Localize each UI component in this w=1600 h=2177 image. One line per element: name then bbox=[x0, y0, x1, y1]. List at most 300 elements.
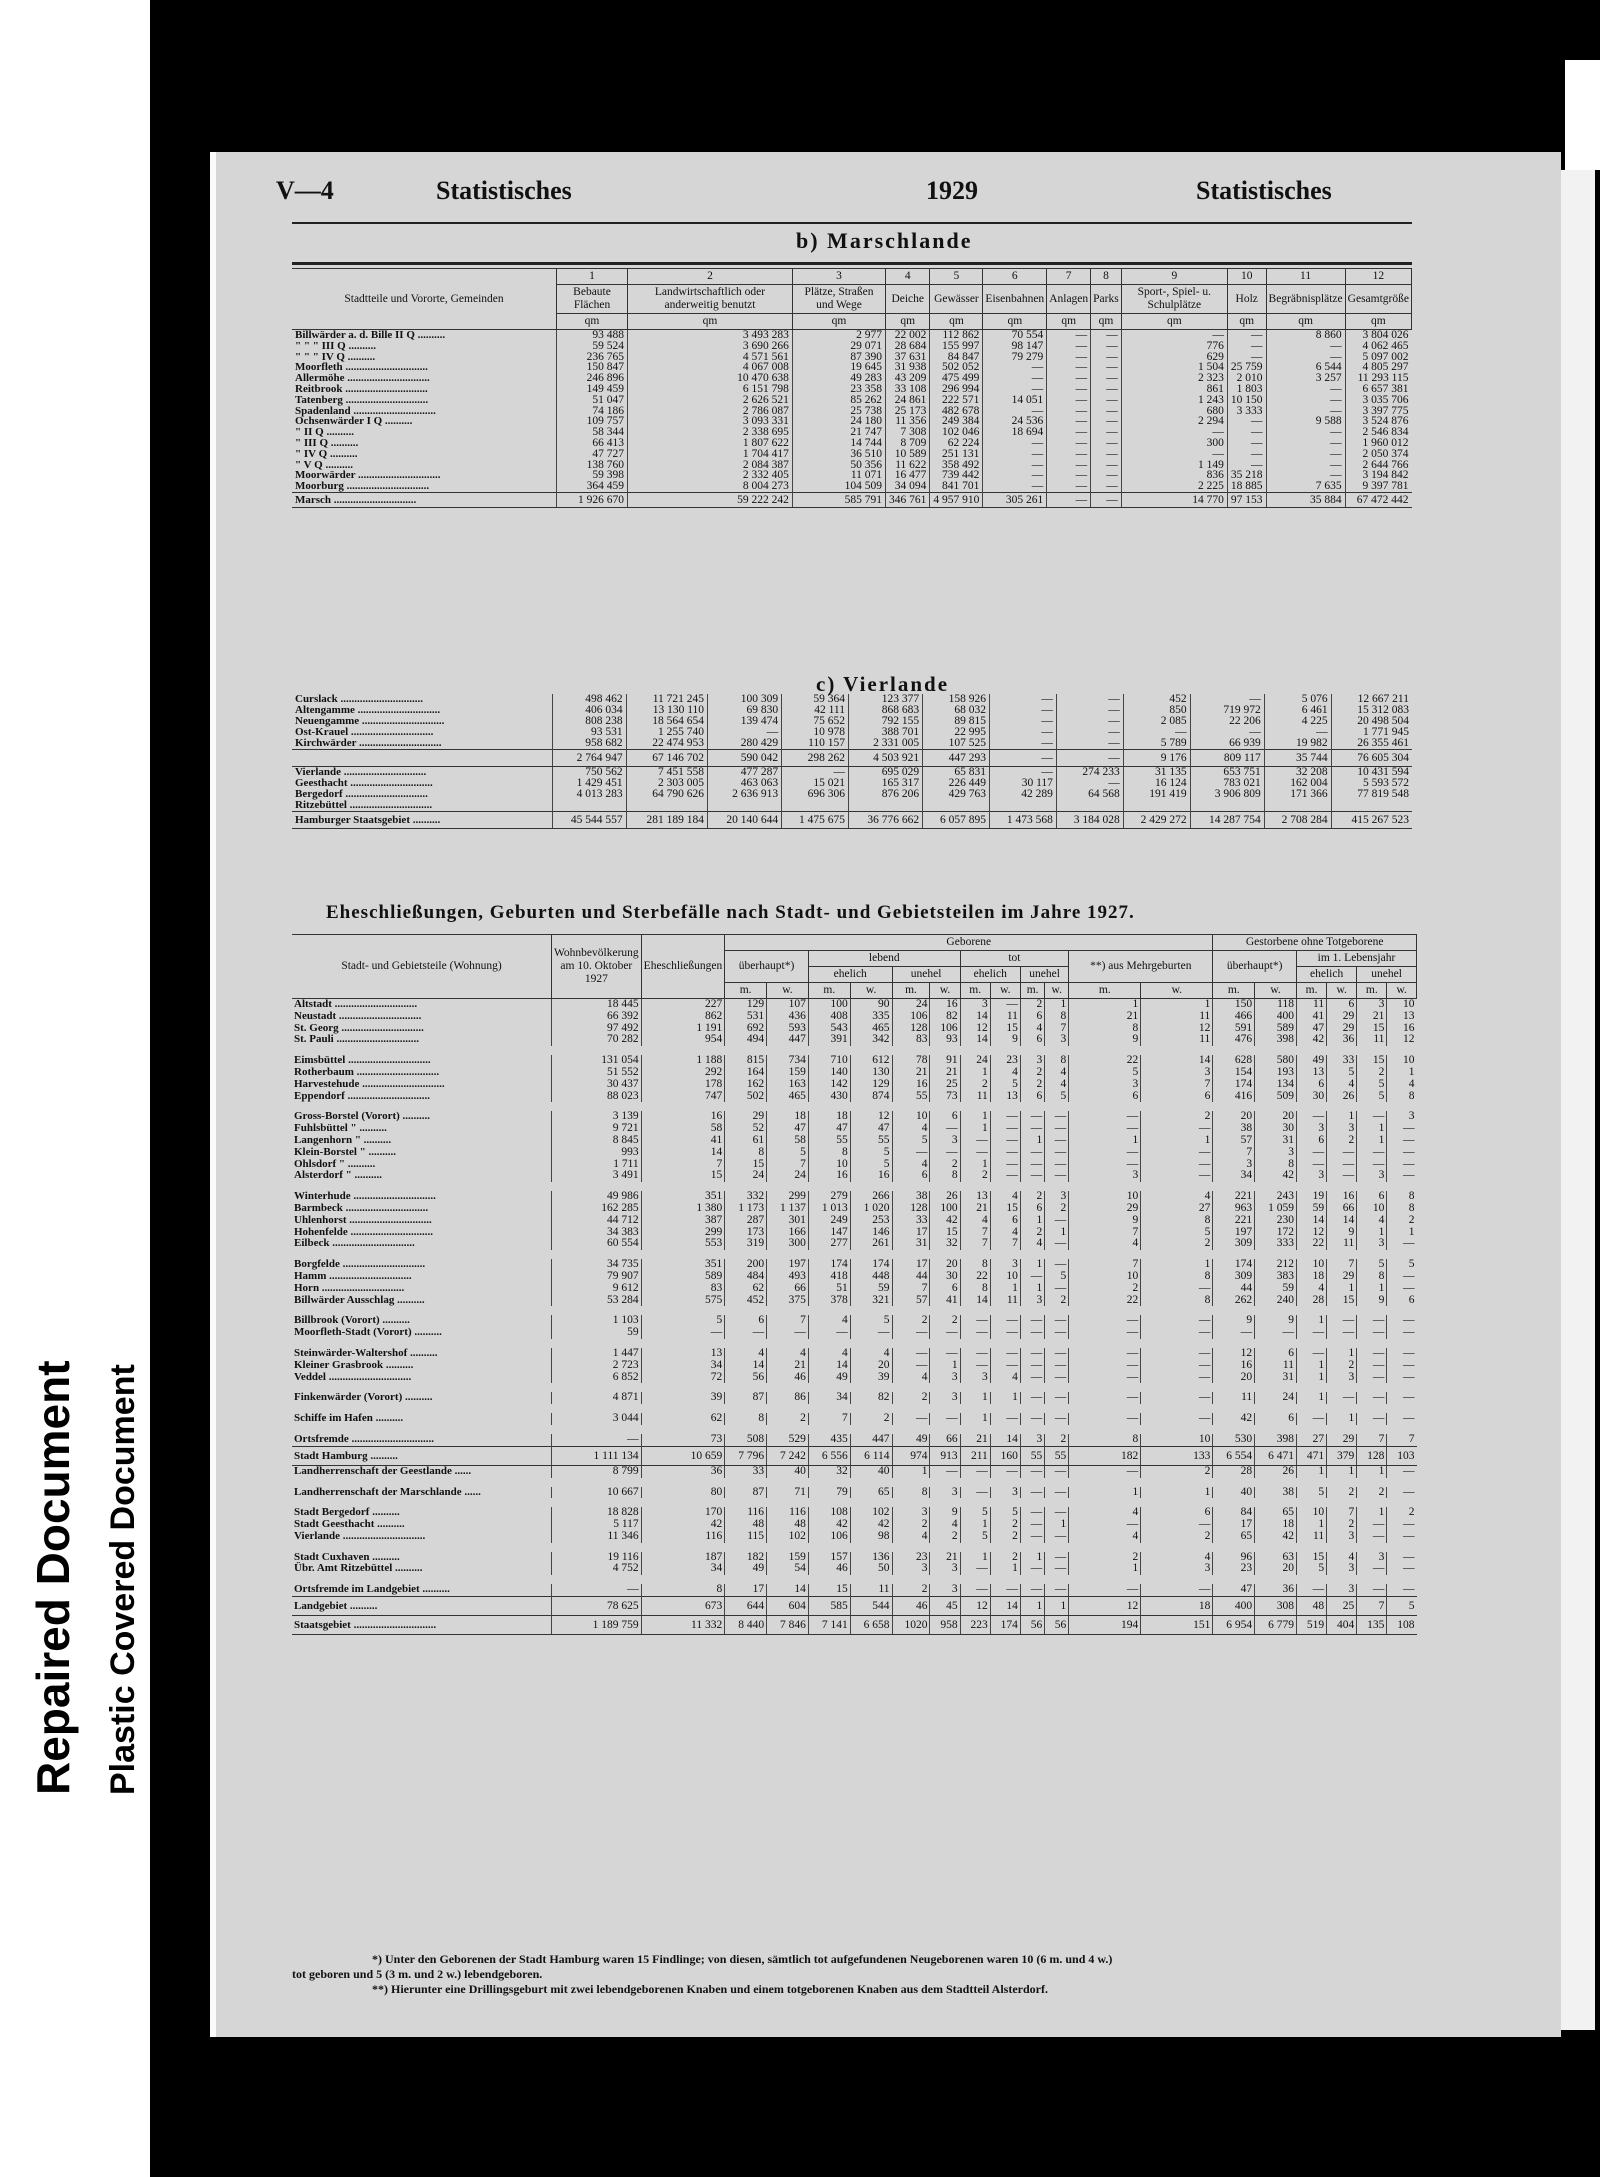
cell-value: 93 531 bbox=[552, 727, 626, 738]
cell-value: 465 bbox=[767, 1091, 809, 1103]
row-label: Landherrenschaft der Geestlande ...... bbox=[294, 1464, 472, 1477]
cell-value: 5 bbox=[850, 1315, 892, 1327]
cell-value: 30 bbox=[1255, 1123, 1297, 1135]
sum-value: 7 846 bbox=[767, 1616, 809, 1635]
cell-value: 47 bbox=[1213, 1584, 1255, 1596]
col-unit: qm bbox=[886, 314, 930, 330]
sum-value: 6 554 bbox=[1213, 1446, 1255, 1465]
cell-value: 9 612 bbox=[552, 1283, 642, 1295]
cell-value: 1 bbox=[1020, 1259, 1044, 1271]
cell-value: — bbox=[1045, 1413, 1069, 1425]
cell-value: 100 bbox=[930, 1203, 960, 1215]
cell-value: 66 939 bbox=[1190, 738, 1264, 750]
cell-value: 8 bbox=[725, 1413, 767, 1425]
sum-value: 404 bbox=[1327, 1616, 1357, 1635]
cell-value: 4 bbox=[1357, 1215, 1387, 1227]
sum-value: 379 bbox=[1327, 1446, 1357, 1465]
sum-value: 174 bbox=[990, 1616, 1020, 1635]
sex-header: w. bbox=[850, 983, 892, 999]
cell-value: 138 760 bbox=[557, 460, 628, 471]
cell-value: 6 461 bbox=[1264, 705, 1331, 716]
cell-value: 12 667 211 bbox=[1331, 694, 1412, 705]
cell-value: 46 bbox=[808, 1563, 850, 1575]
cell-value: 11 bbox=[1327, 1238, 1357, 1250]
cell-value: 1 bbox=[1357, 1507, 1387, 1519]
cell-value: 74 186 bbox=[557, 406, 628, 417]
cell-value: — bbox=[1387, 1327, 1417, 1339]
cell-value: 465 bbox=[850, 1023, 892, 1035]
cell-value: 710 bbox=[808, 1055, 850, 1067]
cell-value: 16 124 bbox=[1123, 778, 1190, 789]
sex-header: m. bbox=[892, 983, 930, 999]
cell-value: 2 bbox=[1045, 1434, 1069, 1446]
cell-value: 3 906 809 bbox=[1190, 789, 1264, 800]
cell-value: 90 bbox=[850, 999, 892, 1011]
cell-value: 21 bbox=[930, 1552, 960, 1564]
cell-value: 2 bbox=[1141, 1238, 1213, 1250]
cell-value: 6 bbox=[990, 1215, 1020, 1227]
table-row bbox=[292, 1487, 1417, 1499]
cell-value: 4 bbox=[892, 1531, 930, 1543]
cell-value: 2 bbox=[930, 1159, 960, 1171]
cell-value: — bbox=[1045, 1531, 1069, 1543]
cell-value: 8 bbox=[1069, 1434, 1141, 1446]
cell-value: 19 645 bbox=[792, 362, 885, 373]
sum-value: 11 332 bbox=[641, 1616, 725, 1635]
cell-value: — bbox=[1121, 427, 1227, 438]
cell-value: 10 150 bbox=[1227, 395, 1266, 406]
cell-value: 1 bbox=[1357, 1135, 1387, 1147]
cell-value: 9 bbox=[1255, 1315, 1297, 1327]
cell-value: 591 bbox=[1213, 1023, 1255, 1035]
cell-value: 49 bbox=[808, 1372, 850, 1384]
cell-value: 10 bbox=[808, 1159, 850, 1171]
cell-value bbox=[1331, 800, 1412, 812]
cell-value: — bbox=[1020, 1519, 1044, 1531]
cell-value: 10 bbox=[990, 1271, 1020, 1283]
cell-value: — bbox=[1045, 1507, 1069, 1519]
sum-value: 6 954 bbox=[1213, 1616, 1255, 1635]
cell-value: 106 bbox=[930, 1023, 960, 1035]
cell-value: — bbox=[1387, 1238, 1417, 1250]
cell-value: 16 bbox=[1213, 1360, 1255, 1372]
cell-value: 4 bbox=[1069, 1238, 1141, 1250]
cell-value: — bbox=[1056, 778, 1123, 789]
cell-value: 11 bbox=[1296, 1531, 1326, 1543]
cell-value: 47 bbox=[1296, 1023, 1326, 1035]
cell-value: 8 bbox=[1069, 1023, 1141, 1035]
cell-value: 963 bbox=[1213, 1203, 1255, 1215]
cell-value: 1 bbox=[1387, 1067, 1417, 1079]
sum-value: 471 bbox=[1296, 1446, 1326, 1465]
cell-value: 8 bbox=[641, 1584, 725, 1596]
cell-value: — bbox=[1091, 362, 1122, 373]
cell-value: 815 bbox=[725, 1055, 767, 1067]
cell-value: — bbox=[1227, 438, 1266, 449]
cell-value: 16 477 bbox=[886, 470, 930, 481]
col-header: Gewässer bbox=[930, 285, 983, 314]
cell-value: — bbox=[1045, 1487, 1069, 1499]
cell-value: 163 bbox=[767, 1079, 809, 1091]
cell-value: — bbox=[1045, 1135, 1069, 1147]
sum-value: 45 bbox=[930, 1597, 960, 1616]
cell-value: 42 bbox=[1255, 1531, 1297, 1543]
cell-value: 383 bbox=[1255, 1271, 1297, 1283]
sum-value: 14 bbox=[990, 1597, 1020, 1616]
cell-value: — bbox=[1141, 1348, 1213, 1360]
cell-value: 23 bbox=[1213, 1563, 1255, 1575]
cell-value: 416 bbox=[1213, 1091, 1255, 1103]
cell-value: 25 173 bbox=[886, 406, 930, 417]
cell-value: 88 023 bbox=[552, 1091, 642, 1103]
sum-value: 56 bbox=[1020, 1616, 1044, 1635]
cell-value: 1 bbox=[1141, 1135, 1213, 1147]
cell-value: — bbox=[1141, 1159, 1213, 1171]
sum-value: 809 117 bbox=[1190, 750, 1264, 767]
vierlande-table bbox=[292, 694, 1412, 829]
cell-value: 130 bbox=[850, 1067, 892, 1079]
cell-value: 73 bbox=[641, 1434, 725, 1446]
sum-value: 56 bbox=[1045, 1616, 1069, 1635]
cell-value: 958 682 bbox=[552, 738, 626, 750]
cell-value: — bbox=[1045, 1215, 1069, 1227]
col-number: 4 bbox=[886, 269, 930, 285]
cell-value: 1 bbox=[990, 1563, 1020, 1575]
cell-value: 2 636 913 bbox=[708, 789, 782, 800]
cell-value: 59 524 bbox=[557, 341, 628, 352]
cell-value bbox=[923, 800, 990, 812]
cell-value: 6 bbox=[1255, 1348, 1297, 1360]
cell-value: — bbox=[1047, 395, 1091, 406]
sum-value: 108 bbox=[1387, 1616, 1417, 1635]
cell-value: — bbox=[1387, 1372, 1417, 1384]
cell-value: — bbox=[1056, 694, 1123, 705]
row-label: Eimsbüttel .............................. bbox=[294, 1054, 431, 1067]
table-row bbox=[292, 1327, 1417, 1339]
sum-value: 1 475 675 bbox=[782, 812, 849, 829]
cell-value: 18 564 654 bbox=[626, 716, 707, 727]
cell-value: 10 bbox=[1387, 999, 1417, 1011]
cell-value: 34 bbox=[808, 1392, 850, 1404]
cell-value: 38 bbox=[892, 1191, 930, 1203]
cell-value bbox=[849, 800, 923, 812]
cell-value: 65 bbox=[1213, 1531, 1255, 1543]
cell-value: — bbox=[1357, 1111, 1387, 1123]
row-label: Ortsfremde im Landgebiet .......... bbox=[294, 1583, 450, 1596]
cell-value: 13 bbox=[641, 1348, 725, 1360]
cell-value: 3 bbox=[930, 1563, 960, 1575]
cell-value: 2 723 bbox=[552, 1360, 642, 1372]
cell-value: 22 bbox=[1069, 1055, 1141, 1067]
cell-value: 1 bbox=[960, 1111, 990, 1123]
table-row bbox=[292, 449, 1412, 460]
cell-value: 30 437 bbox=[552, 1079, 642, 1091]
sex-header: m. bbox=[1357, 983, 1387, 999]
row-label: Alsterdorf " .......... bbox=[294, 1169, 382, 1182]
cell-value: 87 bbox=[725, 1487, 767, 1499]
cell-value: 21 bbox=[1069, 1011, 1141, 1023]
cell-value: 484 bbox=[725, 1271, 767, 1283]
cell-value: 15 bbox=[990, 1023, 1020, 1035]
cell-value: 19 116 bbox=[552, 1552, 642, 1564]
row-label: Moorwärder .............................. bbox=[295, 469, 441, 482]
cell-value: 77 819 548 bbox=[1331, 789, 1412, 800]
cell-value: 6 bbox=[1020, 1091, 1044, 1103]
cell-value bbox=[782, 800, 849, 812]
cell-value: 1 243 bbox=[1121, 395, 1227, 406]
cell-value: 54 bbox=[767, 1563, 809, 1575]
col-number: 9 bbox=[1121, 269, 1227, 285]
cell-value: 5 097 002 bbox=[1345, 352, 1411, 363]
cell-value: — bbox=[892, 1327, 930, 1339]
cell-value: 8 bbox=[1045, 1055, 1069, 1067]
cell-value: 10 589 bbox=[886, 449, 930, 460]
cell-value: 3 bbox=[1327, 1123, 1357, 1135]
cell-value: 246 896 bbox=[557, 373, 628, 384]
cell-value: 178 bbox=[641, 1079, 725, 1091]
cell-value: — bbox=[1296, 1327, 1326, 1339]
cell-value: — bbox=[1045, 1259, 1069, 1271]
row-label: Finkenwärder (Vorort) .......... bbox=[294, 1391, 433, 1404]
cell-value: 1 504 bbox=[1121, 362, 1227, 373]
cell-value: — bbox=[1069, 1584, 1141, 1596]
table-row bbox=[292, 1091, 1417, 1103]
cell-value: 1 173 bbox=[725, 1203, 767, 1215]
vital-stats-table bbox=[292, 934, 1417, 1635]
sum-value: 6 658 bbox=[850, 1616, 892, 1635]
cell-value: 40 bbox=[1213, 1487, 1255, 1499]
cell-value: — bbox=[1045, 1170, 1069, 1182]
cell-value: 66 413 bbox=[557, 438, 628, 449]
cell-value: 3 bbox=[960, 999, 990, 1011]
cell-value: 26 355 461 bbox=[1331, 738, 1412, 750]
sex-header: w. bbox=[1045, 983, 1069, 999]
row-label: " III Q .......... bbox=[295, 436, 359, 449]
cell-value: 1 bbox=[1296, 1360, 1326, 1372]
cell-value: 23 358 bbox=[792, 384, 885, 395]
cell-value: 2 050 374 bbox=[1345, 449, 1411, 460]
cell-value: — bbox=[1045, 1327, 1069, 1339]
cell-value: 1 447 bbox=[552, 1348, 642, 1360]
cell-value: 452 bbox=[725, 1295, 767, 1307]
cell-value: 292 bbox=[641, 1067, 725, 1079]
cell-value: 4 bbox=[1020, 1238, 1044, 1250]
cell-value: 6 bbox=[892, 1170, 930, 1182]
cell-value: — bbox=[990, 767, 1057, 779]
sum-value: 604 bbox=[767, 1597, 809, 1616]
cell-value: 41 bbox=[641, 1135, 725, 1147]
cell-value: 16 bbox=[1327, 1191, 1357, 1203]
vital-row-header: Stadt- und Gebietsteile (Wohnung) bbox=[292, 935, 552, 999]
cell-value: 13 bbox=[1387, 1011, 1417, 1023]
cell-value: 158 926 bbox=[923, 694, 990, 705]
cell-value: — bbox=[983, 481, 1047, 492]
cell-value: — bbox=[990, 1327, 1020, 1339]
table-row bbox=[292, 1348, 1417, 1360]
cell-value: 6 bbox=[1020, 1203, 1044, 1215]
col-number: 7 bbox=[1047, 269, 1091, 285]
cell-value: 112 862 bbox=[930, 330, 983, 341]
cell-value: 3 bbox=[1296, 1123, 1326, 1135]
cell-value: 47 727 bbox=[557, 449, 628, 460]
cell-value: — bbox=[1327, 1147, 1357, 1159]
cell-value: 8 bbox=[1141, 1215, 1213, 1227]
cell-value: 351 bbox=[641, 1191, 725, 1203]
sum-value: 6 471 bbox=[1255, 1446, 1297, 1465]
cell-value: 24 861 bbox=[886, 395, 930, 406]
sum-value: 3 184 028 bbox=[1056, 812, 1123, 829]
cell-value: 66 bbox=[767, 1283, 809, 1295]
cell-value: 62 bbox=[641, 1413, 725, 1425]
cell-value: 102 bbox=[767, 1531, 809, 1543]
cell-value: 50 bbox=[850, 1563, 892, 1575]
cell-value: — bbox=[983, 406, 1047, 417]
sum-value: 305 261 bbox=[983, 492, 1047, 507]
cell-value: — bbox=[1387, 1392, 1417, 1404]
cell-value: — bbox=[930, 1147, 960, 1159]
cell-value: 12 bbox=[1213, 1348, 1255, 1360]
cell-value: 1 020 bbox=[850, 1203, 892, 1215]
col-header: Anlagen bbox=[1047, 285, 1091, 314]
cell-value bbox=[1264, 800, 1331, 812]
sum-label: Staatsgebiet .............................. bbox=[292, 1616, 552, 1635]
cell-value: — bbox=[1069, 1360, 1141, 1372]
cell-value: 249 bbox=[808, 1215, 850, 1227]
cell-value: — bbox=[1020, 1123, 1044, 1135]
cell-value: — bbox=[1091, 427, 1122, 438]
cell-value: 159 bbox=[767, 1552, 809, 1564]
cell-value: 14 744 bbox=[792, 438, 885, 449]
cell-value: 15 021 bbox=[782, 778, 849, 789]
cell-value: 739 442 bbox=[930, 470, 983, 481]
cell-value: 171 366 bbox=[1264, 789, 1331, 800]
cell-value: 300 bbox=[1121, 438, 1227, 449]
cell-value: 593 bbox=[767, 1023, 809, 1035]
cell-value: 79 907 bbox=[552, 1271, 642, 1283]
cell-value: 2 bbox=[1020, 1191, 1044, 1203]
cell-value: 8 bbox=[1141, 1295, 1213, 1307]
cell-value: 993 bbox=[552, 1147, 642, 1159]
col-header: Landwirtschaftlich oder anderweitig benutzt bbox=[628, 285, 793, 314]
cell-value: — bbox=[1045, 1465, 1069, 1477]
cell-value: 37 631 bbox=[886, 352, 930, 363]
cell-value: 72 bbox=[641, 1372, 725, 1384]
cell-value: 3 035 706 bbox=[1345, 395, 1411, 406]
sum-value: 2 764 947 bbox=[552, 750, 626, 767]
cell-value: 11 bbox=[1296, 999, 1326, 1011]
cell-value: 9 bbox=[1357, 1295, 1387, 1307]
cell-value: 116 bbox=[725, 1507, 767, 1519]
cell-value: 3 257 bbox=[1266, 373, 1345, 384]
cell-value: — bbox=[1069, 1348, 1141, 1360]
page-number: V—4 bbox=[276, 176, 334, 205]
cell-value: 1 bbox=[1387, 1227, 1417, 1239]
row-label: Eilbeck .............................. bbox=[294, 1237, 415, 1250]
cell-value: 734 bbox=[767, 1055, 809, 1067]
cell-value: — bbox=[1047, 427, 1091, 438]
cell-value: 1 188 bbox=[641, 1055, 725, 1067]
cell-value: 9 bbox=[1069, 1034, 1141, 1046]
table-row bbox=[292, 1283, 1417, 1295]
cell-value: 24 bbox=[1255, 1392, 1297, 1404]
sum-value: 1 bbox=[1045, 1597, 1069, 1616]
section-b-rule bbox=[292, 262, 1412, 265]
sum-value: 8 440 bbox=[725, 1616, 767, 1635]
cell-value: 87 bbox=[725, 1392, 767, 1404]
cell-value: 862 bbox=[641, 1011, 725, 1023]
cell-value: — bbox=[1327, 1159, 1357, 1171]
cell-value: 3 bbox=[930, 1487, 960, 1499]
cell-value: 42 bbox=[1296, 1034, 1326, 1046]
cell-value: 5 bbox=[641, 1315, 725, 1327]
cell-value: 106 bbox=[892, 1011, 930, 1023]
left-margin bbox=[0, 0, 150, 2177]
row-label: Tatenberg .............................. bbox=[295, 393, 429, 406]
cell-value: 4 bbox=[850, 1348, 892, 1360]
cell-value: 31 938 bbox=[886, 362, 930, 373]
cell-value: 553 bbox=[641, 1238, 725, 1250]
table-row bbox=[292, 481, 1412, 492]
cell-value bbox=[990, 800, 1057, 812]
sum-value: 76 605 304 bbox=[1331, 750, 1412, 767]
cell-value: — bbox=[1056, 705, 1123, 716]
cell-value: 2 bbox=[1069, 1283, 1141, 1295]
cell-value: 6 bbox=[1296, 1079, 1326, 1091]
cell-value: 55 bbox=[892, 1091, 930, 1103]
cell-value: 2 bbox=[892, 1584, 930, 1596]
cell-value: — bbox=[990, 1465, 1020, 1477]
cell-value: 200 bbox=[725, 1259, 767, 1271]
cell-value: 8 bbox=[1387, 1091, 1417, 1103]
footnote-1: *) Unter den Geborenen der Stadt Hamburg waren 15 Findlinge; von diesen, sämtlich tot aufgefundenen Neugeborenen waren 10 (6 m. und 4 w.) bbox=[372, 1952, 1113, 1966]
cell-value: — bbox=[1091, 395, 1122, 406]
cell-value: 165 317 bbox=[849, 778, 923, 789]
cell-value: 4 bbox=[990, 1191, 1020, 1203]
cell-value: 139 474 bbox=[708, 716, 782, 727]
sum-row bbox=[292, 1446, 1417, 1465]
table-row bbox=[292, 1034, 1417, 1046]
cell-value: 1 bbox=[960, 1159, 990, 1171]
cell-value: 1 bbox=[1069, 1487, 1141, 1499]
cell-value: 262 bbox=[1213, 1295, 1255, 1307]
sum-label: Landgebiet .......... bbox=[292, 1597, 552, 1616]
cell-value: 40 bbox=[850, 1465, 892, 1477]
header-year: 1929 bbox=[926, 176, 978, 205]
cell-value: 2 bbox=[1045, 1203, 1069, 1215]
col-number: 5 bbox=[930, 269, 983, 285]
cell-value: 29 bbox=[1327, 1434, 1357, 1446]
cell-value: 299 bbox=[641, 1227, 725, 1239]
cell-value: 8 860 bbox=[1266, 330, 1345, 341]
sum-value: 415 267 523 bbox=[1331, 812, 1412, 829]
cell-value: 106 bbox=[808, 1531, 850, 1543]
cell-value: 33 bbox=[1327, 1055, 1357, 1067]
cell-value: — bbox=[1056, 716, 1123, 727]
cell-value: 2 bbox=[850, 1413, 892, 1425]
alive-legit-header: ehelich bbox=[808, 967, 892, 983]
cell-value: 301 bbox=[767, 1215, 809, 1227]
cell-value: 1 bbox=[1327, 1348, 1357, 1360]
cell-value: 18 bbox=[1255, 1519, 1297, 1531]
row-label: Barmbeck .............................. bbox=[294, 1201, 429, 1214]
cell-value: — bbox=[960, 1563, 990, 1575]
cell-value bbox=[552, 800, 626, 812]
cell-value: — bbox=[1091, 470, 1122, 481]
sum-value: — bbox=[990, 750, 1057, 767]
cell-value: 10 470 638 bbox=[628, 373, 793, 384]
cell-value: 65 bbox=[850, 1487, 892, 1499]
cell-value: 61 bbox=[725, 1135, 767, 1147]
